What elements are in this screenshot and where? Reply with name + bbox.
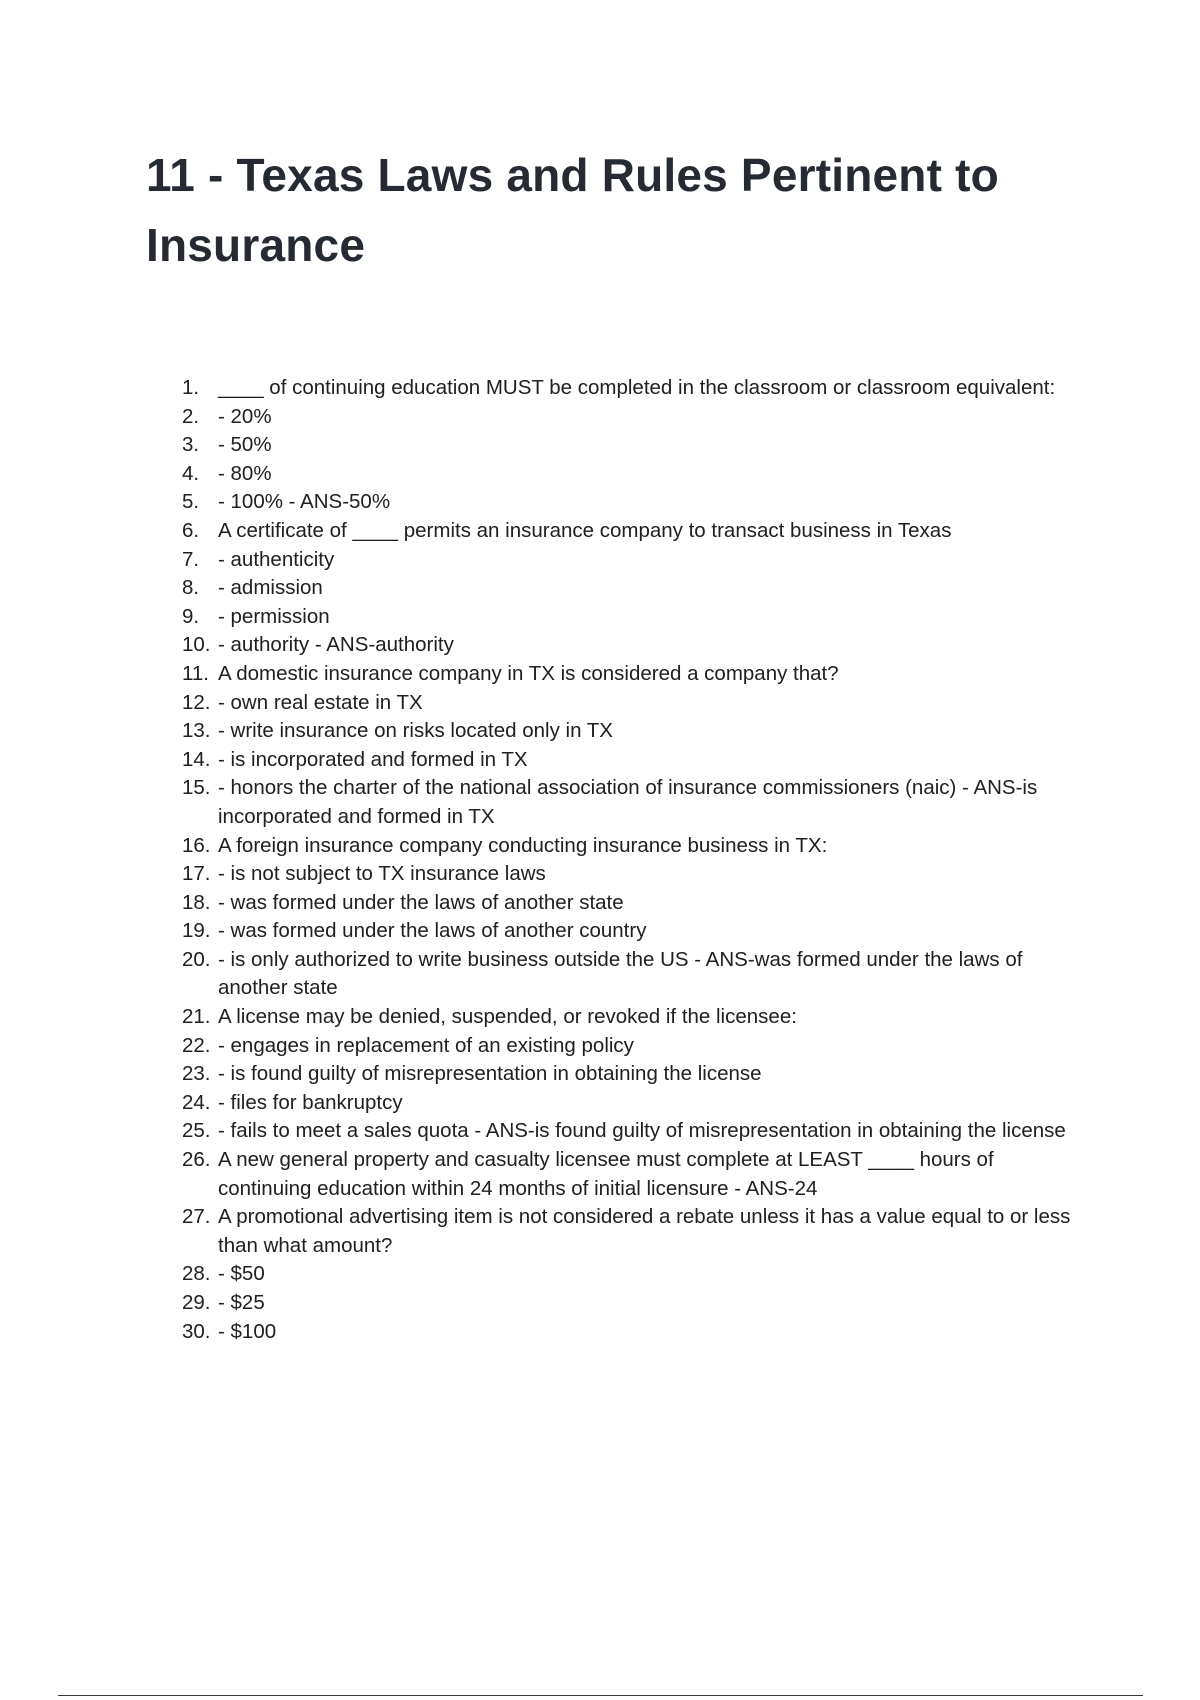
list-item	[182, 917, 1087, 946]
list-item	[182, 1117, 1087, 1146]
list-item	[182, 460, 1087, 489]
item-number: 24.	[182, 1090, 211, 1114]
list-item	[182, 488, 1087, 517]
list-item	[182, 1146, 1087, 1203]
list-item	[182, 403, 1087, 432]
list-item	[182, 1260, 1087, 1289]
item-text: - 80%	[218, 461, 272, 485]
list-item	[182, 374, 1087, 403]
item-number: 1.	[182, 376, 200, 399]
item-number: 9.	[182, 604, 200, 628]
list-item	[182, 774, 1087, 831]
item-number: 12.	[182, 690, 211, 714]
list-item	[182, 517, 1087, 546]
item-number: 13.	[182, 719, 211, 743]
item-number: 30.	[182, 1319, 211, 1343]
list-item	[182, 1060, 1087, 1089]
item-text: - 50%	[218, 433, 272, 457]
item-number: 21.	[182, 1005, 211, 1029]
item-number: 14.	[182, 747, 211, 771]
item-text: - permission	[218, 604, 330, 628]
item-number: 7.	[182, 547, 200, 571]
item-number: 29.	[182, 1291, 211, 1314]
list-item	[182, 574, 1087, 603]
item-number: 19.	[182, 919, 211, 943]
list-item	[182, 1089, 1087, 1118]
item-text: - authenticity	[218, 547, 335, 571]
item-number: 18.	[182, 890, 211, 914]
item-text: - 100% - ANS-50%	[218, 490, 391, 514]
list-item	[182, 1203, 1087, 1260]
item-text: - admission	[218, 576, 323, 600]
list-item	[182, 660, 1087, 689]
item-number: 17.	[182, 862, 211, 886]
list-item	[182, 1289, 1087, 1318]
item-text: - authority - ANS-authority	[218, 633, 454, 657]
item-text: - is incorporated and formed in TX	[218, 747, 528, 771]
item-text: A domestic insurance company in TX is considered a company that?	[218, 661, 839, 685]
item-text: A certificate of ____ permits an insurance company to transact business in Texas	[218, 518, 952, 542]
item-number: 28.	[182, 1262, 211, 1286]
item-number: 23.	[182, 1062, 211, 1086]
item-number: 20.	[182, 947, 211, 971]
item-text: - honors the charter of the national association of insurance commissioners (naic) - ANS-is incorporated and formed in TX	[218, 776, 1038, 828]
item-number: 3.	[182, 433, 200, 457]
item-text: A new general property and casualty licensee must complete at LEAST ____ hours of continuing education within 24 months of initial licensure - ANS-24	[218, 1148, 994, 1200]
item-text: - engages in replacement of an existing policy	[218, 1033, 634, 1057]
list-item	[182, 689, 1087, 718]
item-text: A license may be denied, suspended, or revoked if the licensee:	[218, 1005, 797, 1029]
item-text: - own real estate in TX	[218, 690, 423, 714]
list-item	[182, 860, 1087, 889]
item-text: A foreign insurance company conducting insurance business in TX:	[218, 833, 828, 857]
item-number: 5.	[182, 490, 200, 514]
list-item	[182, 889, 1087, 918]
item-text: - is not subject to TX insurance laws	[218, 862, 546, 886]
item-text: - write insurance on risks located only in TX	[218, 719, 613, 743]
list-item	[182, 546, 1087, 575]
item-text: - is found guilty of misrepresentation in obtaining the license	[218, 1062, 762, 1086]
item-text: - $25	[218, 1291, 265, 1314]
list-item	[182, 717, 1087, 746]
list-item	[182, 631, 1087, 660]
list-item	[182, 1318, 1087, 1347]
list-item	[182, 431, 1087, 460]
item-number: 8.	[182, 576, 200, 600]
item-number: 10.	[182, 633, 211, 657]
item-text: - $100	[218, 1319, 277, 1343]
list-item	[182, 1032, 1087, 1061]
item-text: A promotional advertising item is not considered a rebate unless it has a value equal to or less than what amount?	[218, 1205, 1071, 1257]
list-item	[182, 832, 1087, 861]
item-text: ____ of continuing education MUST be completed in the classroom or classroom equivalent:	[218, 376, 1056, 399]
question-list	[182, 374, 1087, 1346]
item-text: - was formed under the laws of another state	[218, 890, 624, 914]
item-number: 25.	[182, 1119, 211, 1143]
list-item	[182, 946, 1087, 1003]
item-text: - $50	[218, 1262, 265, 1286]
item-text: - is only authorized to write business outside the US - ANS-was formed under the laws of another state	[218, 947, 1023, 1000]
item-number: 16.	[182, 833, 211, 857]
item-text: - was formed under the laws of another country	[218, 919, 647, 943]
item-text: - 20%	[218, 404, 272, 428]
item-number: 26.	[182, 1148, 211, 1172]
page-title: 11 - Texas Laws and Rules Pertinent to Insurance	[146, 149, 999, 271]
item-number: 11.	[182, 661, 209, 685]
item-number: 2.	[182, 404, 200, 428]
item-number: 6.	[182, 518, 200, 542]
list-item	[182, 746, 1087, 775]
footer-divider	[58, 1695, 1143, 1696]
list-item	[182, 603, 1087, 632]
item-number: 4.	[182, 461, 200, 485]
item-number: 27.	[182, 1205, 211, 1229]
item-number: 22.	[182, 1033, 211, 1057]
item-text: - fails to meet a sales quota - ANS-is found guilty of misrepresentation in obtaining the license	[218, 1119, 1066, 1143]
item-text: - files for bankruptcy	[218, 1090, 403, 1114]
item-number: 15.	[182, 776, 211, 800]
list-item	[182, 1003, 1087, 1032]
